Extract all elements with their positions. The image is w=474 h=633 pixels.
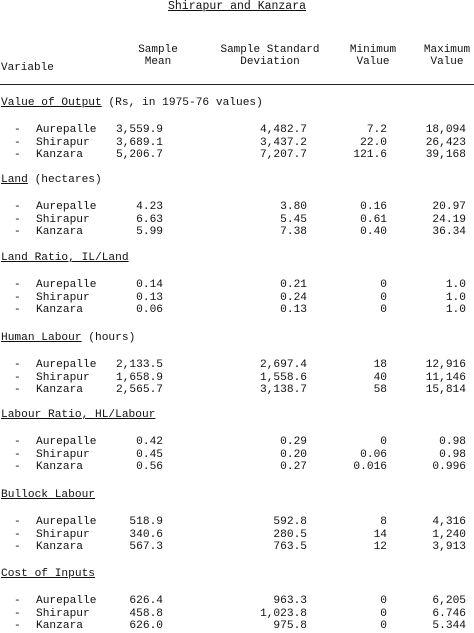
section-heading — [1, 490, 95, 501]
table-row — [0, 385, 474, 397]
village-name: Aurepalle — [36, 124, 97, 136]
maximum-value-cell: 26,423 — [425, 137, 466, 149]
maximum-value-cell: 15,814 — [425, 384, 466, 396]
minimum-value-cell: 0 — [380, 620, 387, 632]
sample-mean-cell: 5,206.7 — [116, 149, 163, 161]
section-heading — [1, 569, 95, 580]
sample-mean-cell: 0.13 — [136, 292, 163, 304]
section-heading-label: Value of Output — [1, 97, 102, 109]
minimum-value-cell: 7.2 — [366, 124, 387, 136]
village-name: Kanzara — [36, 149, 83, 161]
maximum-value-cell: 11,146 — [425, 372, 466, 384]
row-dash: - — [14, 279, 21, 291]
minimum-value-cell: 22.0 — [360, 137, 387, 149]
village-name: Kanzara — [36, 384, 83, 396]
sample-mean-cell: 340.6 — [129, 529, 163, 541]
village-name: Kanzara — [36, 620, 83, 632]
standard-deviation-cell: 2,697.4 — [260, 359, 307, 371]
standard-deviation-cell: 0.27 — [280, 461, 307, 473]
table-row — [0, 596, 474, 608]
minimum-value-cell: 40 — [373, 372, 387, 384]
table-row — [0, 150, 474, 162]
village-name: Shirapur — [36, 292, 90, 304]
minimum-value-cell: 0 — [380, 292, 387, 304]
table-row — [0, 437, 474, 449]
standard-deviation-cell: 3,138.7 — [260, 384, 307, 396]
maximum-value-cell: 6.746 — [432, 608, 466, 620]
row-dash: - — [14, 529, 21, 541]
standard-deviation-cell: 3,437.2 — [260, 137, 307, 149]
sample-mean-cell: 6.63 — [136, 214, 163, 226]
maximum-value-cell: 1.0 — [445, 279, 466, 291]
row-dash: - — [14, 149, 21, 161]
sample-mean-cell: 3,689.1 — [116, 137, 163, 149]
village-name: Kanzara — [36, 304, 83, 316]
standard-deviation-cell: 0.21 — [280, 279, 307, 291]
table-row — [0, 360, 474, 372]
table-row — [0, 462, 474, 474]
section-heading-label: Cost of Inputs — [1, 568, 95, 580]
section-heading-label: Human Labour — [1, 332, 82, 344]
row-dash: - — [14, 461, 21, 473]
village-name: Shirapur — [36, 214, 90, 226]
village-name: Aurepalle — [36, 279, 97, 291]
maximum-value-cell: 1,240 — [432, 529, 466, 541]
sample-mean-cell: 0.45 — [136, 449, 163, 461]
maximum-value-cell: 24.19 — [432, 214, 466, 226]
standard-deviation-cell: 4,482.7 — [260, 124, 307, 136]
standard-deviation-cell: 5.45 — [280, 214, 307, 226]
maximum-value-cell: 1.0 — [445, 292, 466, 304]
section-heading-label: Land — [1, 174, 28, 186]
standard-deviation-cell: 280.5 — [273, 529, 307, 541]
table-row — [0, 305, 474, 317]
standard-deviation-cell: 0.20 — [280, 449, 307, 461]
sample-mean-cell: 0.14 — [136, 279, 163, 291]
section-heading — [1, 253, 129, 264]
village-name: Kanzara — [36, 461, 83, 473]
minimum-value-cell: 0 — [380, 304, 387, 316]
minimum-value-cell: 8 — [380, 516, 387, 528]
minimum-value-cell: 121.6 — [353, 149, 387, 161]
maximum-value-cell: 6,205 — [432, 595, 466, 607]
sample-mean-cell: 2,133.5 — [116, 359, 163, 371]
section-heading — [1, 410, 155, 421]
minimum-value-cell: 12 — [373, 541, 387, 553]
standard-deviation-cell: 0.29 — [280, 436, 307, 448]
header-minimum-value: Minimum Value — [349, 44, 397, 68]
header-sample-mean: Sample Mean — [138, 44, 178, 68]
table-row — [0, 125, 474, 137]
header-variable: Variable — [1, 62, 54, 74]
standard-deviation-cell: 763.5 — [273, 541, 307, 553]
village-name: Shirapur — [36, 529, 90, 541]
row-dash: - — [14, 608, 21, 620]
village-name: Aurepalle — [36, 359, 97, 371]
row-dash: - — [14, 516, 21, 528]
minimum-value-cell: 0.61 — [360, 214, 387, 226]
minimum-value-cell: 0.16 — [360, 201, 387, 213]
minimum-value-cell: 0 — [380, 279, 387, 291]
sample-mean-cell: 518.9 — [129, 516, 163, 528]
minimum-value-cell: 0.016 — [353, 461, 387, 473]
village-name: Shirapur — [36, 449, 90, 461]
sample-mean-cell: 0.06 — [136, 304, 163, 316]
header-maximum-value: Maximum Value — [423, 44, 471, 68]
row-dash: - — [14, 384, 21, 396]
village-name: Kanzara — [36, 226, 83, 238]
village-name: Shirapur — [36, 372, 90, 384]
header-standard-deviation: Sample Standard Deviation — [220, 44, 320, 68]
village-name: Aurepalle — [36, 201, 97, 213]
row-dash: - — [14, 595, 21, 607]
village-name: Kanzara — [36, 541, 83, 553]
sample-mean-cell: 4.23 — [136, 201, 163, 213]
section-heading — [1, 333, 135, 344]
standard-deviation-cell: 963.3 — [273, 595, 307, 607]
sample-mean-cell: 5.99 — [136, 226, 163, 238]
row-dash: - — [14, 201, 21, 213]
maximum-value-cell: 12,916 — [425, 359, 466, 371]
village-name: Shirapur — [36, 137, 90, 149]
table-row — [0, 280, 474, 292]
village-name: Aurepalle — [36, 436, 97, 448]
sample-mean-cell: 0.56 — [136, 461, 163, 473]
row-dash: - — [14, 124, 21, 136]
sample-mean-cell: 0.42 — [136, 436, 163, 448]
standard-deviation-cell: 7.38 — [280, 226, 307, 238]
row-dash: - — [14, 449, 21, 461]
sample-mean-cell: 567.3 — [129, 541, 163, 553]
table-row — [0, 621, 474, 633]
minimum-value-cell: 0 — [380, 608, 387, 620]
standard-deviation-cell: 975.8 — [273, 620, 307, 632]
sample-mean-cell: 626.4 — [129, 595, 163, 607]
maximum-value-cell: 36.34 — [432, 226, 466, 238]
standard-deviation-cell: 592.8 — [273, 516, 307, 528]
sample-mean-cell: 458.8 — [129, 608, 163, 620]
minimum-value-cell: 0 — [380, 595, 387, 607]
standard-deviation-cell: 7,207.7 — [260, 149, 307, 161]
minimum-value-cell: 14 — [373, 529, 387, 541]
row-dash: - — [14, 226, 21, 238]
sample-mean-cell: 2,565.7 — [116, 384, 163, 396]
row-dash: - — [14, 137, 21, 149]
row-dash: - — [14, 214, 21, 226]
row-dash: - — [14, 304, 21, 316]
sample-mean-cell: 626.0 — [129, 620, 163, 632]
maximum-value-cell: 0.996 — [432, 461, 466, 473]
row-dash: - — [14, 620, 21, 632]
maximum-value-cell: 5.344 — [432, 620, 466, 632]
maximum-value-cell: 0.98 — [439, 449, 466, 461]
table-row — [0, 517, 474, 529]
standard-deviation-cell: 0.24 — [280, 292, 307, 304]
section-heading-unit: (Rs, in 1975-76 values) — [101, 97, 263, 109]
standard-deviation-cell: 1,558.6 — [260, 372, 307, 384]
maximum-value-cell: 1.0 — [445, 304, 466, 316]
section-heading-unit: (hectares) — [27, 174, 102, 186]
section-heading-label: Labour Ratio, HL/Labour — [1, 409, 156, 421]
maximum-value-cell: 18,094 — [425, 124, 466, 136]
standard-deviation-cell: 0.13 — [280, 304, 307, 316]
village-name: Shirapur — [36, 608, 90, 620]
maximum-value-cell: 4,316 — [432, 516, 466, 528]
row-dash: - — [14, 372, 21, 384]
table-title: Shirapur and Kanzara — [167, 0, 307, 13]
village-name: Aurepalle — [36, 516, 97, 528]
section-heading-label: Bullock Labour — [1, 489, 95, 501]
row-dash: - — [14, 359, 21, 371]
sample-mean-cell: 1,658.9 — [116, 372, 163, 384]
standard-deviation-cell: 3.80 — [280, 201, 307, 213]
maximum-value-cell: 0.98 — [439, 436, 466, 448]
minimum-value-cell: 18 — [373, 359, 387, 371]
table-row — [0, 542, 474, 554]
header-rule — [0, 84, 474, 85]
maximum-value-cell: 20.97 — [432, 201, 466, 213]
minimum-value-cell: 0 — [380, 436, 387, 448]
section-heading — [1, 175, 102, 186]
section-heading — [1, 98, 263, 109]
row-dash: - — [14, 292, 21, 304]
row-dash: - — [14, 436, 21, 448]
minimum-value-cell: 58 — [373, 384, 387, 396]
standard-deviation-cell: 1,023.8 — [260, 608, 307, 620]
section-heading-unit: (hours) — [81, 332, 136, 344]
maximum-value-cell: 39,168 — [425, 149, 466, 161]
sample-mean-cell: 3,559.9 — [116, 124, 163, 136]
minimum-value-cell: 0.40 — [360, 226, 387, 238]
village-name: Aurepalle — [36, 595, 97, 607]
table-row — [0, 227, 474, 239]
row-dash: - — [14, 541, 21, 553]
minimum-value-cell: 0.06 — [360, 449, 387, 461]
section-heading-label: Land Ratio, IL/Land — [1, 252, 129, 264]
maximum-value-cell: 3,913 — [432, 541, 466, 553]
table-row — [0, 202, 474, 214]
